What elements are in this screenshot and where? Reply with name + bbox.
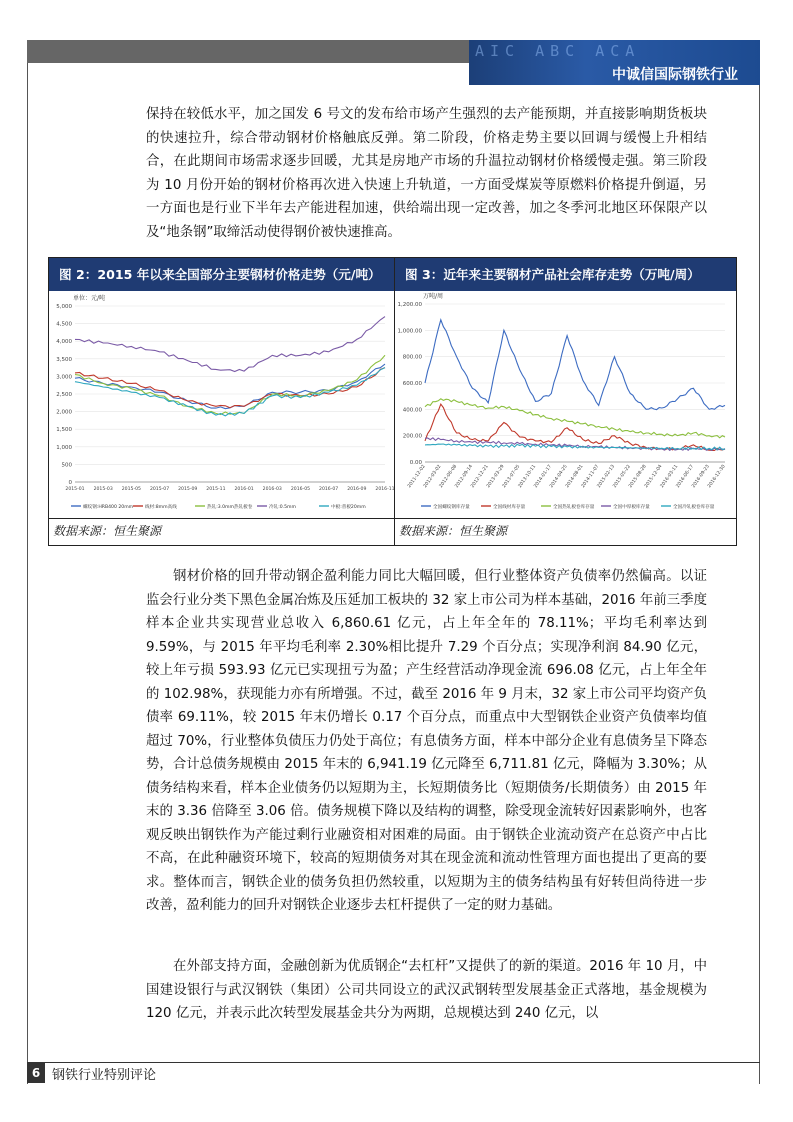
x-tick-label: 2014-08-01 bbox=[565, 464, 585, 490]
legend-label: 线材:8mm高线 bbox=[145, 505, 177, 510]
y-tick-label: 600.00 bbox=[402, 381, 422, 387]
y-tick-label: 1,000.00 bbox=[397, 328, 422, 335]
body-paragraph-2: 在外部支持方面，金融创新为优质钢企“去杠杆”又提供了的新的渠道。2016 年 10 月，中国建设银行与武汉钢铁（集团）公司共同设立的武汉武钢转型发展基金正式落地，基金规模为 120 亿元，并表示此次转型发展基金共分为两期，总规模达到 240 亿元，以 bbox=[146, 959, 707, 1021]
page-left-border bbox=[27, 40, 28, 1084]
x-tick-label: 2015-02-13 bbox=[596, 464, 617, 490]
header-banner bbox=[469, 40, 760, 85]
y-tick-label: 1,200.00 bbox=[397, 302, 422, 308]
x-tick-label: 2014-11-07 bbox=[580, 464, 601, 490]
y-tick-label: 3,500 bbox=[56, 356, 72, 363]
legend-label: 热轧:3.0mm热轧板卷 bbox=[207, 505, 253, 510]
y-tick-label: 0 bbox=[68, 480, 72, 486]
y-tick-label: 200.00 bbox=[402, 433, 422, 440]
x-tick-label: 2015-08-28 bbox=[628, 464, 648, 490]
source-divider bbox=[49, 518, 736, 519]
x-tick-label: 2016-11 bbox=[375, 487, 395, 492]
x-tick-label: 2013-10-11 bbox=[517, 464, 538, 490]
y-tick-label: 0.00 bbox=[409, 460, 422, 466]
fig2-caption: 图 2：2015 年以来全国部分主要钢材价格走势（元/吨） bbox=[49, 258, 394, 291]
fig3-source: 数据来源：恒生聚源 bbox=[399, 524, 508, 538]
x-tick-label: 2016-12-30 bbox=[707, 464, 727, 490]
x-tick-label: 2016-03 bbox=[262, 487, 282, 492]
x-tick-label: 2014-01-17 bbox=[533, 464, 553, 490]
x-tick-label: 2015-05-22 bbox=[612, 464, 632, 490]
x-tick-label: 2011-12-02 bbox=[407, 464, 427, 490]
legend-label: 全国热轧板卷库存量 bbox=[553, 505, 595, 510]
inventory-trend-chart bbox=[397, 292, 734, 516]
intro-paragraph: 保持在较低水平，加之国发 6 号文的发布给市场产生强烈的去产能预期，并直接影响期货板块的快速拉升，综合带动钢材价格触底反弹。第二阶段，价格走势主要以回调与缓慢上升相结合，在此期间市场需求逐步回暖，尤其是房地产市场的升温拉动钢材价格缓慢走强。第三阶段为 10 月份开始的钢材价格再次进入快速上升轨道，一方面受煤炭等原燃料价格提升倒逼，另一方面也是行业下半年去产能进程加速，供给端出现一定改善，加之冬季河北地区环保限产以及“地条钢”取缔活动使得钢价被快速推高。 bbox=[146, 107, 707, 240]
legend-label: 全国冷轧板卷库存量 bbox=[673, 505, 715, 510]
page-right-border bbox=[759, 40, 760, 1084]
x-tick-label: 2016-03-11 bbox=[659, 464, 680, 490]
fig-divider bbox=[394, 258, 395, 545]
y-tick-label: 5,000 bbox=[56, 304, 72, 310]
header-title: 中诚信国际钢铁行业 bbox=[612, 67, 738, 83]
footer-rule bbox=[27, 1062, 760, 1063]
x-tick-label: 2016-06-17 bbox=[675, 464, 696, 490]
legend-label: 全国螺纹钢库存量 bbox=[433, 505, 470, 510]
legend-label: 螺纹钢:HRB400 20mm bbox=[83, 505, 134, 510]
page-number: 6 bbox=[27, 1063, 45, 1083]
x-tick-label: 2015-01 bbox=[65, 487, 85, 492]
header-banner-glyphs: AIC ABC ACA bbox=[475, 42, 641, 60]
x-tick-label: 2015-03 bbox=[93, 487, 113, 492]
x-tick-label: 2015-09 bbox=[178, 487, 198, 492]
fig3-caption: 图 3：近年来主要钢材产品社会库存走势（万吨/周） bbox=[395, 258, 736, 291]
y-tick-label: 2,000 bbox=[56, 409, 72, 416]
figures-table bbox=[48, 257, 737, 546]
x-tick-label: 2014-04-25 bbox=[549, 464, 569, 490]
x-tick-label: 2016-01 bbox=[234, 487, 254, 492]
y-tick-label: 2,500 bbox=[56, 392, 72, 398]
x-tick-label: 2016-09 bbox=[347, 487, 367, 492]
y-tick-label: 1,000 bbox=[56, 444, 72, 451]
x-tick-label: 2013-07-05 bbox=[501, 464, 522, 490]
legend-label: 全国线材库存量 bbox=[493, 505, 526, 510]
x-tick-label: 2016-07 bbox=[319, 487, 339, 492]
x-tick-label: 2012-09-14 bbox=[454, 464, 475, 490]
y-tick-label: 4,000 bbox=[56, 339, 72, 346]
x-tick-label: 2015-07 bbox=[149, 487, 170, 492]
y-tick-label: 3,000 bbox=[56, 374, 72, 381]
unit-label: 万吨/周 bbox=[423, 293, 444, 300]
x-tick-label: 2015-05 bbox=[121, 487, 141, 492]
x-tick-label: 2016-09-23 bbox=[691, 464, 711, 490]
y-tick-label: 500 bbox=[61, 462, 72, 469]
unit-label: 单位：元/吨 bbox=[73, 295, 106, 302]
x-tick-label: 2012-03-02 bbox=[423, 464, 443, 490]
y-tick-label: 4,500 bbox=[56, 321, 72, 328]
x-tick-label: 2016-05 bbox=[290, 487, 311, 492]
fig2-chart-box bbox=[51, 292, 395, 516]
y-tick-label: 800.00 bbox=[402, 354, 422, 361]
chart-bg bbox=[51, 292, 395, 516]
x-tick-label: 2012-06-08 bbox=[438, 464, 459, 490]
footer-title: 钢铁行业特别评论 bbox=[52, 1068, 157, 1083]
x-tick-label: 2015-11 bbox=[206, 487, 226, 492]
x-tick-label: 2015-12-04 bbox=[644, 464, 664, 490]
y-tick-label: 400.00 bbox=[402, 407, 422, 414]
x-tick-label: 2013-03-29 bbox=[486, 464, 506, 490]
legend-label: 中板:普板20mm bbox=[331, 505, 366, 510]
body-paragraph-1: 钢材价格的回升带动钢企盈利能力同比大幅回暖，但行业整体资产负债率仍然偏高。以证监会行业分类下黑色金属冶炼及压延加工板块的 32 家上市公司为样本基础，2016 年前三季度样本企业共实现营业总收入 6,860.61 亿元，占上年全年的 78.11%；平均毛利率达到 9.59%，与 2015 年平均毛利率 2.30%相比提升 7.29 个百分点；实现净利润 84.90 亿元，较上年亏损 593.93 亿元已实现扭亏为盈；产生经营活动净现金流 696.08 亿元，占上年全年的 102.98%，获现能力亦有所增强。不过，截至 2016 年 9 月末，32 家上市公司平均资产负债率 69.11%，较 2015 年末仍增长 0.17 个百分点，而重点中大型钢铁企业资产负债率均值超过 70%，行业整体负债压力仍处于高位；有息债务方面，样本中部分企业有息债务呈下降态势，合计总债务规模由 2015 年末的 6,941.19 亿元降至 6,711.81 亿元，降幅为 3.30%；从债务结构来看，样本企业债务仍以短期为主，长短期债务比（短期债务/长期债务）由 2015 年末的 3.36 倍降至 3.06 倍。债务规模下降以及结构的调整，除受现金流转好因素影响外，也客观反映出钢铁作为产能过剩行业融资相对困难的局面。由于钢铁企业流动资产在总资产中占比不高，在此种融资环境下，较高的短期债务对其在现金流和流动性管理方面也提出了更高的要求。整体而言，钢铁企业的债务负担仍然较重，以短期为主的债务结构虽有好转但尚待进一步改善，盈利能力的回升对钢铁企业逐步去杠杆提供了一定的财力基础。 bbox=[146, 569, 707, 913]
y-tick-label: 1,500 bbox=[56, 427, 72, 434]
x-tick-label: 2012-12-21 bbox=[470, 464, 490, 490]
legend-label: 全国中厚板库存量 bbox=[613, 505, 650, 510]
legend-label: 冷轧:0.5mm bbox=[269, 505, 296, 510]
price-trend-chart bbox=[51, 292, 395, 516]
fig2-source: 数据来源：恒生聚源 bbox=[53, 524, 162, 538]
fig3-chart-box bbox=[397, 292, 734, 516]
